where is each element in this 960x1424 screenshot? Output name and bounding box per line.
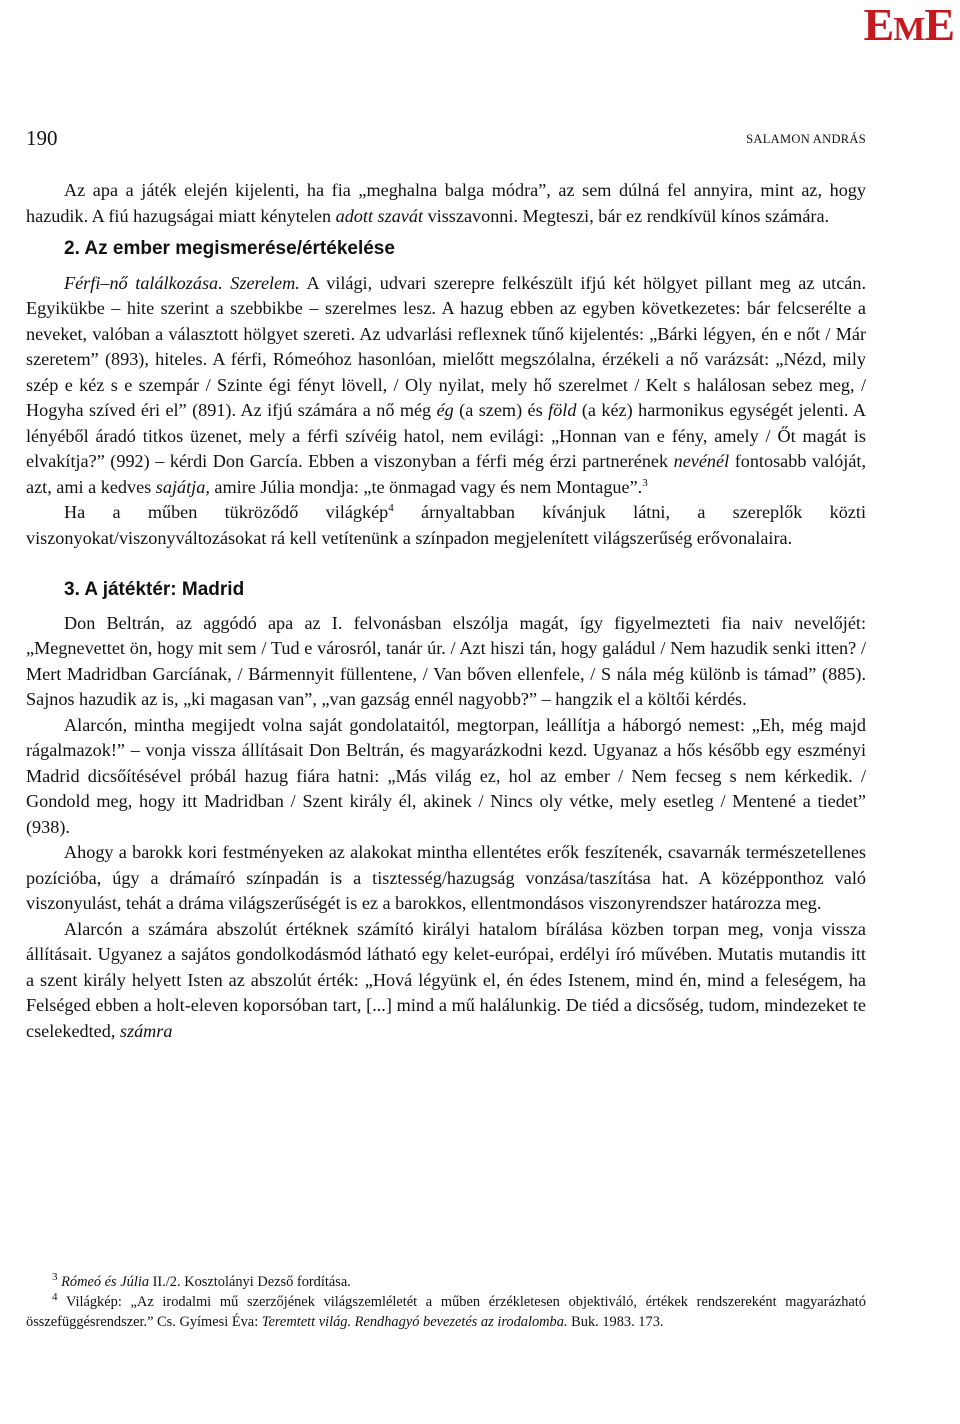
footnote-ref-4: 4 <box>388 501 394 514</box>
paragraph-2: Férfi–nő találkozása. Szerelem. A világi, udvari szerepre felkészült ifjú két hölgyet pillant meg az utcán. Egyikükbe – hite szerint a szebbikbe – szerelmes lesz. A hazug ebben az egyben következetes: bár felcserélte a neveket, valóban a választott hölgyet szereti. Az udvarlási reflexnek tűnő kijelentés: „Bárki légyen, én e nőt / Már szeretem” (893), hiteles. A férfi, Rómeóhoz hasonlóan, mielőtt megszólalna, érzékeli a nő varázsát: „Nézd, mily szép e kéz s e szempár / Szinte égi fényt lövell, / Oly nyilat, mely hő szerelmet / Kelt s halálosan sebez meg, / Hogyha szíved éri el” (891). Az ifjú számára a nő még ég (a szem) és föld (a kéz) harmonikus egységét jelenti. A lényéből áradó titkos üzenet, mely a férfi szívéig hatol, nem evilági: „Honnan van e fény, amely / Őt magát is elvakítja?” (992) – kérdi Don García. Ebben a viszonyban a férfi még érzi partnerének nevénél fontosabb valóját, azt, ami a kedves sajátja, amire Júlia mondja: „te önmagad vagy és nem Montague”.$^3$ <box>26 272 866 497</box>
publisher-logo: EME <box>863 0 954 50</box>
section-heading-2: 2. Az ember megismerése/értékelése <box>64 238 395 259</box>
footnotes <box>26 1272 866 1332</box>
paragraph-7: Alarcón a számára abszolút értéknek számító királyi hatalom bírálása közben torpan meg, vonja vissza állításait. Ugyanez a sajátos gondolkodásmód látható egy kelet-európai, erdélyi író művében. Mutatis mutandis itt a szent király helyett Isten az abszolút érték: „Hová légyünk el, én édes Istenem, mind én, mind a feleségem, ha Felséged ebben a holt-eleven koporsóban tart, [...] mind a mű halálunkig. De tiéd a dicsőség, tudom, mindezeket te cselekedted, számra <box>26 918 866 1041</box>
running-head-author: SALAMON ANDRÁS <box>746 132 866 146</box>
footnote-4: $^4$ Világkép: „Az irodalmi mű szerzőjének világszemléletét a műben érzékletesen objektiváló, értékek rendszereként magyarázható összefüggésrendszer.” Cs. Gyímesi Éva: Teremtett világ. Rendhagyó bevezetés az irodalomba. Buk. 1983. 173. <box>26 1291 866 1330</box>
paragraph-1: Az apa a játék elején kijelenti, ha fia „meghalna balga módra”, az sem dúlná fel annyira, mint az, hogy hazudik. A fiú hazugságai miatt kénytelen adott szavát visszavonni. Megteszi, bár ez rendkívül kínos számára. <box>26 180 866 226</box>
footnote-ref-3: 3 <box>642 476 648 489</box>
section-heading-3: 3. A játéktér: Madrid <box>64 579 245 600</box>
paragraph-6: Ahogy a barokk kori festményeken az alakokat mintha ellentétes erők feszítenék, csavarnák természetellenes pozícióba, úgy a drámaíró színpadán is a tisztesség/hazugság vonzása/taszítása hat. A középponthoz való viszonyulást, tehát a dráma világszerűségét is ez a barokkos, ellentmondásos viszonyrendszer határozza meg. <box>26 842 866 913</box>
paragraph-5: Alarcón, mintha megijedt volna saját gondolataitól, megtorpan, leállítja a háborgó nemest: „Eh, még majd rágalmazok!” – vonja vissza állításait Don Beltrán, és magyarázkodni kezd. Ugyanaz a hős később egy eszményi Madrid dicsőítésével próbál hazug fiára hatni: „Más világ ez, hol az ember / Nem fecseg s nem kérkedik. / Gondold meg, hogy itt Madridban / Szent király él, akinek / Nincs oly vétke, mely esetleg / Mentené a tiedet” (938). <box>26 714 866 837</box>
paragraph-4: Don Beltrán, az aggódó apa az I. felvonásban elszólja magát, így figyelmezteti fia naiv nevelőjét: „Megnevettet ön, hogy mit sem / Tud e városról, tanár úr. / Azt hiszi tán, hogy galádul / Nem hazudik senki itten? / Mert Madridban Garcíának, / Bármennyit füllentene, / Van bőven ellenfele, / S nála még különb is támad” (885). Sajnos hazudik az is, „ki magasan van”, „van gazság ennél nagyobb?” – hangzik el a költői kérdés. <box>26 612 866 709</box>
page-header <box>26 126 866 154</box>
body-text <box>26 178 866 1044</box>
footnote-3: $^3$ Rómeó és Júlia II./2. Kosztolányi Dezső fordítása. <box>52 1271 351 1290</box>
paragraph-3: Ha a műben tükröződő világkép$^4$ árnyaltabban kívánjuk látni, a szereplők közti viszonyokat/viszonyváltozásokat rá kell vetítenünk a színpadon megjelenített világszerűség erővonalaira. <box>26 501 866 548</box>
page-number: 190 <box>26 126 58 150</box>
